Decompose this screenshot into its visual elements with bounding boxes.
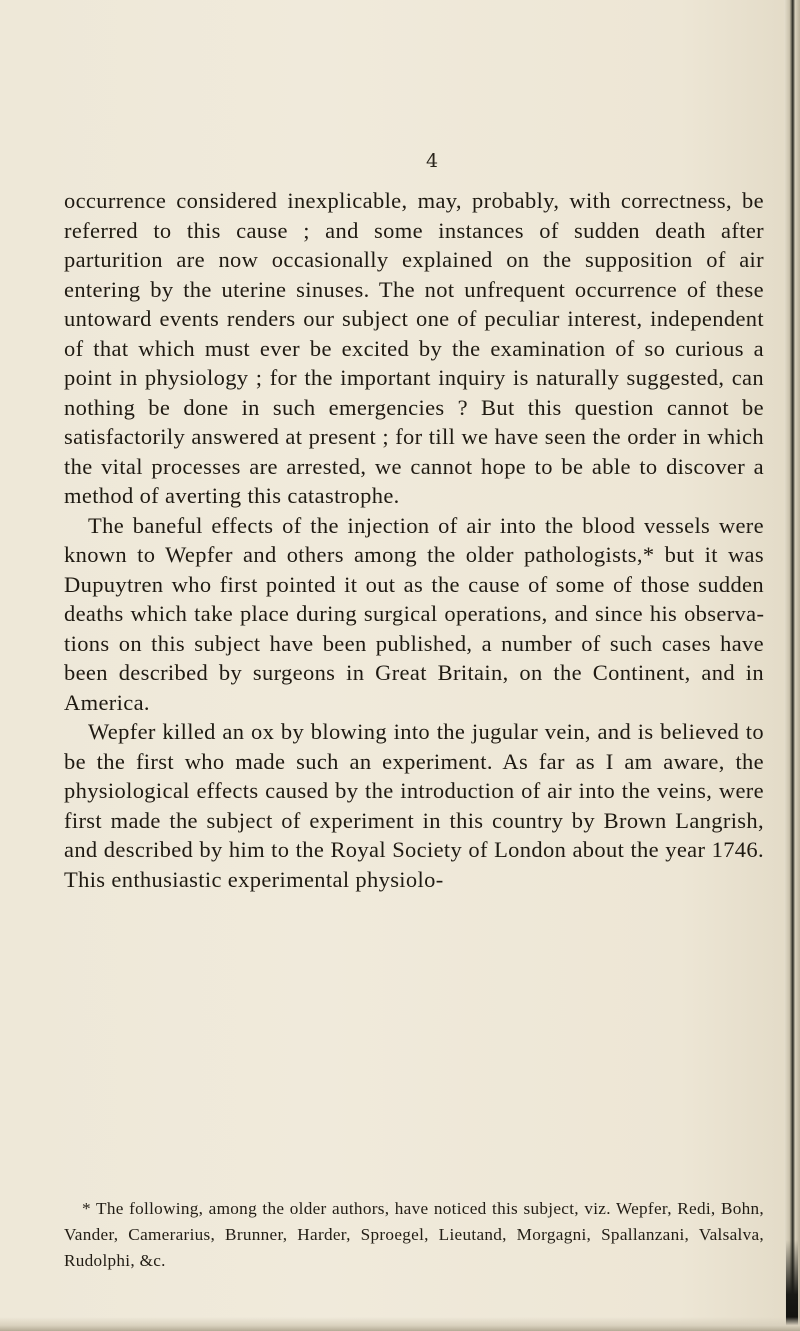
paragraph: Wepfer killed an ox by blowing into the jugular vein, and is believed to be the first who made such an experiment. As far as I am aware, the physiological effects caused by the introduction of air into the veins, were first made the subject of experiment in this country by Brown Langrish, and described by him to the Royal Society of London about the year 1746. This enthusiastic experimental physiolo-	[64, 719, 764, 892]
footnote	[64, 1196, 764, 1274]
footnote-text: * The following, among the older authors, have noticed this subject, viz. Wepfer, Redi, Bohn, Vander, Camerarius, Brunner, Harder, Sproegel, Lieutand, Morgagni, Spallanzani, Valsalva, Rudolphi, &c.	[64, 1199, 764, 1270]
page-bottom-edge	[0, 1317, 800, 1331]
body-text	[64, 186, 764, 894]
page-number: 4	[426, 150, 439, 172]
page-binding-edge	[784, 0, 800, 1331]
paragraph: occurrence considered inexplicable, may, probably, with correctness, be referred to this cause ; and some instances of sudden death after parturition are now occasionally explained on the supposition of air entering by the uterine sinuses. The not unfrequent occurrence of these untoward events renders our subject one of peculiar interest, independent of that which must ever be excited by the examination of so curious a point in physiology ; for the important inquiry is naturally suggested, can nothing be done in such emergencies ? But this question cannot be satisfactorily answered at present ; for till we have seen the order in which the vital processes are arrested, we cannot hope to be able to discover a method of averting this catastrophe.	[64, 188, 764, 508]
paragraph: The baneful effects of the injection of air into the blood vessels were known to Wepfer and others among the older pathologists,* but it was Dupuytren who first pointed it out as the cause of some of those sudden deaths which take place during surgical operations, and since his observations on this subject have been published, a number of such cases have been described by surgeons in Great Britain, on the Continent, and in America.	[64, 512, 764, 715]
